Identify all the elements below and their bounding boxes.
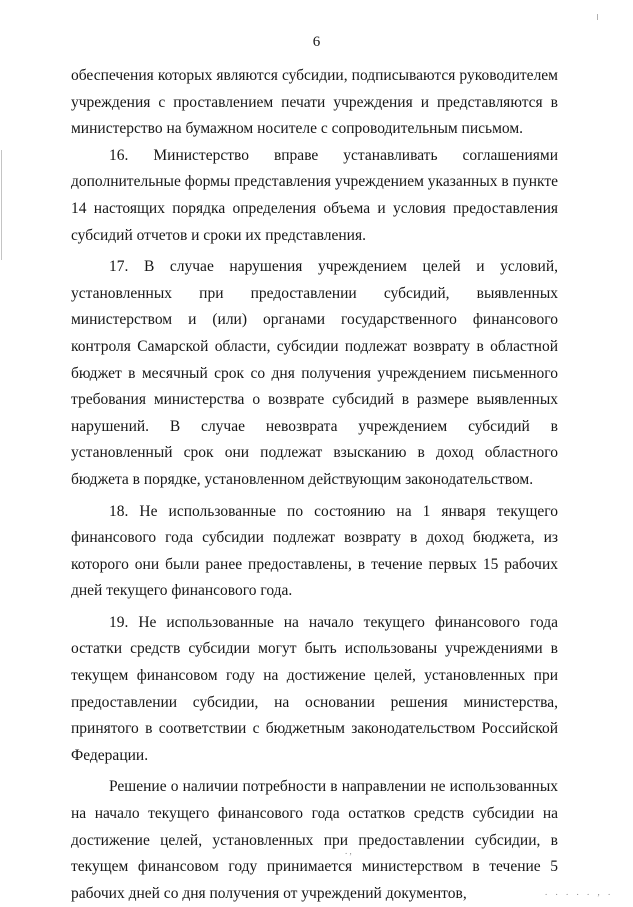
document-body (71, 63, 558, 907)
scan-artifact-left-edge (1, 150, 2, 260)
scan-artifact-top-right (597, 14, 598, 20)
paragraph-17: 17. В случае нарушения учреждением целей и условий, установленных при предоставлении субсидий, выявленных министерством и (или) органами государственного финансового контроля Самарской области, субсидии подлежат возврату в областной бюджет в месячный срок со дня получения учреждением письменного требования министерства о возврате субсидий в размере выявленных нарушений. В случае невозврата учреждением субсидий в установленный срок они подлежат взысканию в доход областного бюджета в порядке, установленном действующим законодательством. (71, 258, 558, 488)
paragraph-decision: Решение о наличии потребности в направлении не использованных на начало текущего финансового года остатков средств субсидии на достижение целей, установленных при предоставлении субсидии, в текущем финансовом году принимается министерством в течение 5 рабочих дней со дня получения от учреждений документов, (71, 778, 558, 902)
page-number: 6 (312, 34, 321, 50)
paragraph-18: 18. Не использованные по состоянию на 1 января текущего финансового года субсидии подлежат возврату в доход бюджета, из которого они были ранее предоставлены, в течение первых 15 рабочих дней текущего финансового года. (71, 502, 558, 600)
paragraph-continuation: обеспечения которых являются субсидии, подписываются руководителем учреждения с проставлением печати учреждения и представляются в министерство на бумажном носителе с сопроводительным письмом. (71, 67, 558, 138)
scan-artifact-bottom-right: . . . . . , . (545, 887, 614, 897)
paragraph-19: 19. Не использованные на начало текущего финансового года остатки средств субсидии могут быть использованы учреждениями в текущем финансовом году на достижение целей, установленных при предоставлении субсидии, на основании решения министерства, принятого в соответствии с бюджетным законодательством Российской Федерации. (71, 613, 558, 764)
paragraph-16: 16. Министерство вправе устанавливать соглашениями дополнительные формы представления учреждением указанных в пункте 14 настоящих порядка определения объема и условия предоставления субсидий отчетов и сроки их представления. (71, 146, 558, 244)
scan-artifact-bottom-center: . , (345, 846, 352, 856)
